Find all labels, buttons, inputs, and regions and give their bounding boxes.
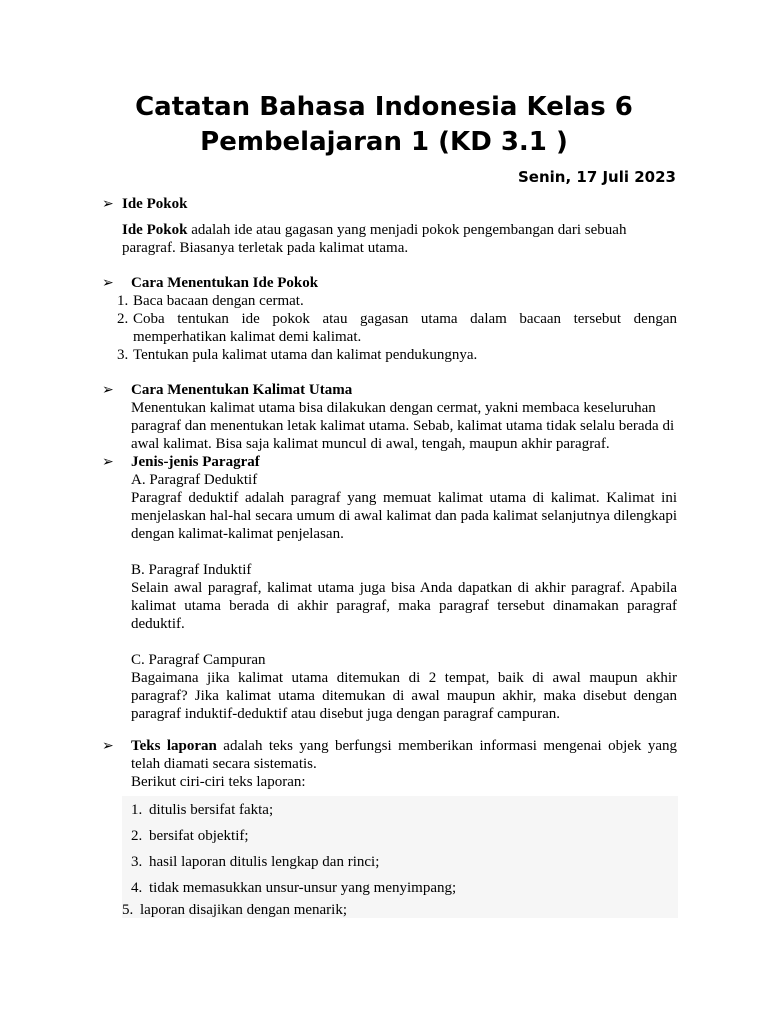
teks-laporan-intro: Berikut ciri-ciri teks laporan: (131, 774, 306, 790)
list-item-number: 2. (117, 311, 129, 327)
arrow-bullet-icon: ➢ (102, 382, 114, 398)
title-line-1: Catatan Bahasa Indonesia Kelas 6 (135, 92, 633, 122)
arrow-bullet-icon: ➢ (102, 454, 114, 470)
teks-laporan-section (131, 737, 677, 791)
list-item (131, 798, 677, 824)
list-item-number: 4. (131, 880, 143, 896)
list-item (117, 346, 677, 364)
teks-laporan-term: Teks laporan (131, 738, 217, 754)
ide-pokok-definition: adalah ide atau gagasan yang menjadi pokok pengembangan dari sebuah paragraf. Biasanya terletak pada kalimat utama. (122, 222, 627, 256)
paragraph-campuran: Bagaimana jika kalimat utama ditemukan di 2 tempat, baik di awal maupun akhir paragraf? Jika kalimat utama ditemukan di awal maupun akhir, maka disebut dengan paragraf induktif-deduktif atau disebut juga dengan paragraf campuran. (131, 670, 677, 722)
arrow-bullet-icon: ➢ (102, 196, 114, 212)
list-item-number: 3. (117, 347, 129, 363)
cara-kalimat-utama-paragraph: Menentukan kalimat utama bisa dilakukan dengan cermat, yakni membaca keseluruhan paragraf dan menentukan letak kalimat utama. Sebab, kalimat utama tidak selalu berada di awal kalimat. Bisa saja kalimat muncul di awal, tengah, maupun akhir paragraf. (131, 400, 675, 452)
subheading-campuran: C. Paragraf Campuran (131, 652, 266, 668)
teks-laporan-paragraph (131, 737, 677, 773)
ide-pokok-paragraph (122, 221, 677, 257)
list-item-number: 3. (131, 854, 143, 870)
list-item-text: tidak memasukkan unsur-unsur yang menyimpang; (149, 880, 457, 896)
paragraph-deduktif: Paragraf deduktif adalah paragraf yang memuat kalimat utama di kalimat. Kalimat ini menjelaskan hal-hal secara umum di awal kalimat dan pada kalimat selanjutnya dilengkapi dengan kalimat-kalimat penjelasan. (131, 490, 677, 542)
subheading-induktif: B. Paragraf Induktif (131, 562, 252, 578)
cara-ide-pokok-list (117, 292, 677, 364)
list-item-text: Tentukan pula kalimat utama dan kalimat pendukungnya. (133, 347, 478, 363)
list-item-text: hasil laporan ditulis lengkap dan rinci; (149, 854, 380, 870)
subheading-deduktif: A. Paragraf Deduktif (131, 472, 258, 488)
section-heading-ide-pokok: Ide Pokok (122, 196, 188, 212)
ciri-ciri-list (131, 798, 677, 902)
title-line-2: Pembelajaran 1 (KD 3.1 ) (200, 127, 568, 157)
document-title (0, 90, 768, 160)
arrow-bullet-icon: ➢ (102, 275, 114, 291)
teks-laporan-definition: adalah teks yang berfungsi memberikan informasi mengenai objek yang telah diamati secara sistematis. (131, 738, 677, 772)
list-item-text: Coba tentukan ide pokok atau gagasan utama dalam bacaan tersebut dengan memperhatikan kalimat demi kalimat. (133, 311, 677, 345)
list-item-text: bersifat objektif; (149, 828, 249, 844)
list-item (131, 824, 677, 850)
section-heading-jenis-paragraf: Jenis-jenis Paragraf (131, 454, 260, 470)
list-item-number: 5. (122, 902, 134, 918)
list-item-number: 1. (117, 293, 129, 309)
list-item (131, 876, 677, 902)
list-item-number: 2. (131, 828, 143, 844)
paragraph-induktif: Selain awal paragraf, kalimat utama juga bisa Anda dapatkan di akhir paragraf. Apabila kalimat utama berada di akhir paragraf, maka paragraf tersebut dinamakan paragraf deduktif. (131, 580, 677, 632)
list-item (117, 310, 677, 346)
section-heading-cara-ide-pokok: Cara Menentukan Ide Pokok (131, 275, 319, 291)
document-date: Senin, 17 Juli 2023 (517, 168, 676, 186)
ide-pokok-term: Ide Pokok (122, 222, 188, 238)
section-heading-cara-kalimat-utama: Cara Menentukan Kalimat Utama (131, 382, 353, 398)
list-item-number: 1. (131, 802, 143, 818)
arrow-bullet-icon: ➢ (102, 738, 114, 754)
list-item-text: ditulis bersifat fakta; (149, 802, 274, 818)
list-item-text: laporan disajikan dengan menarik; (140, 902, 348, 918)
list-item (117, 292, 677, 310)
list-item-text: Baca bacaan dengan cermat. (133, 293, 304, 309)
list-item (131, 850, 677, 876)
jenis-paragraf-section (131, 453, 677, 723)
